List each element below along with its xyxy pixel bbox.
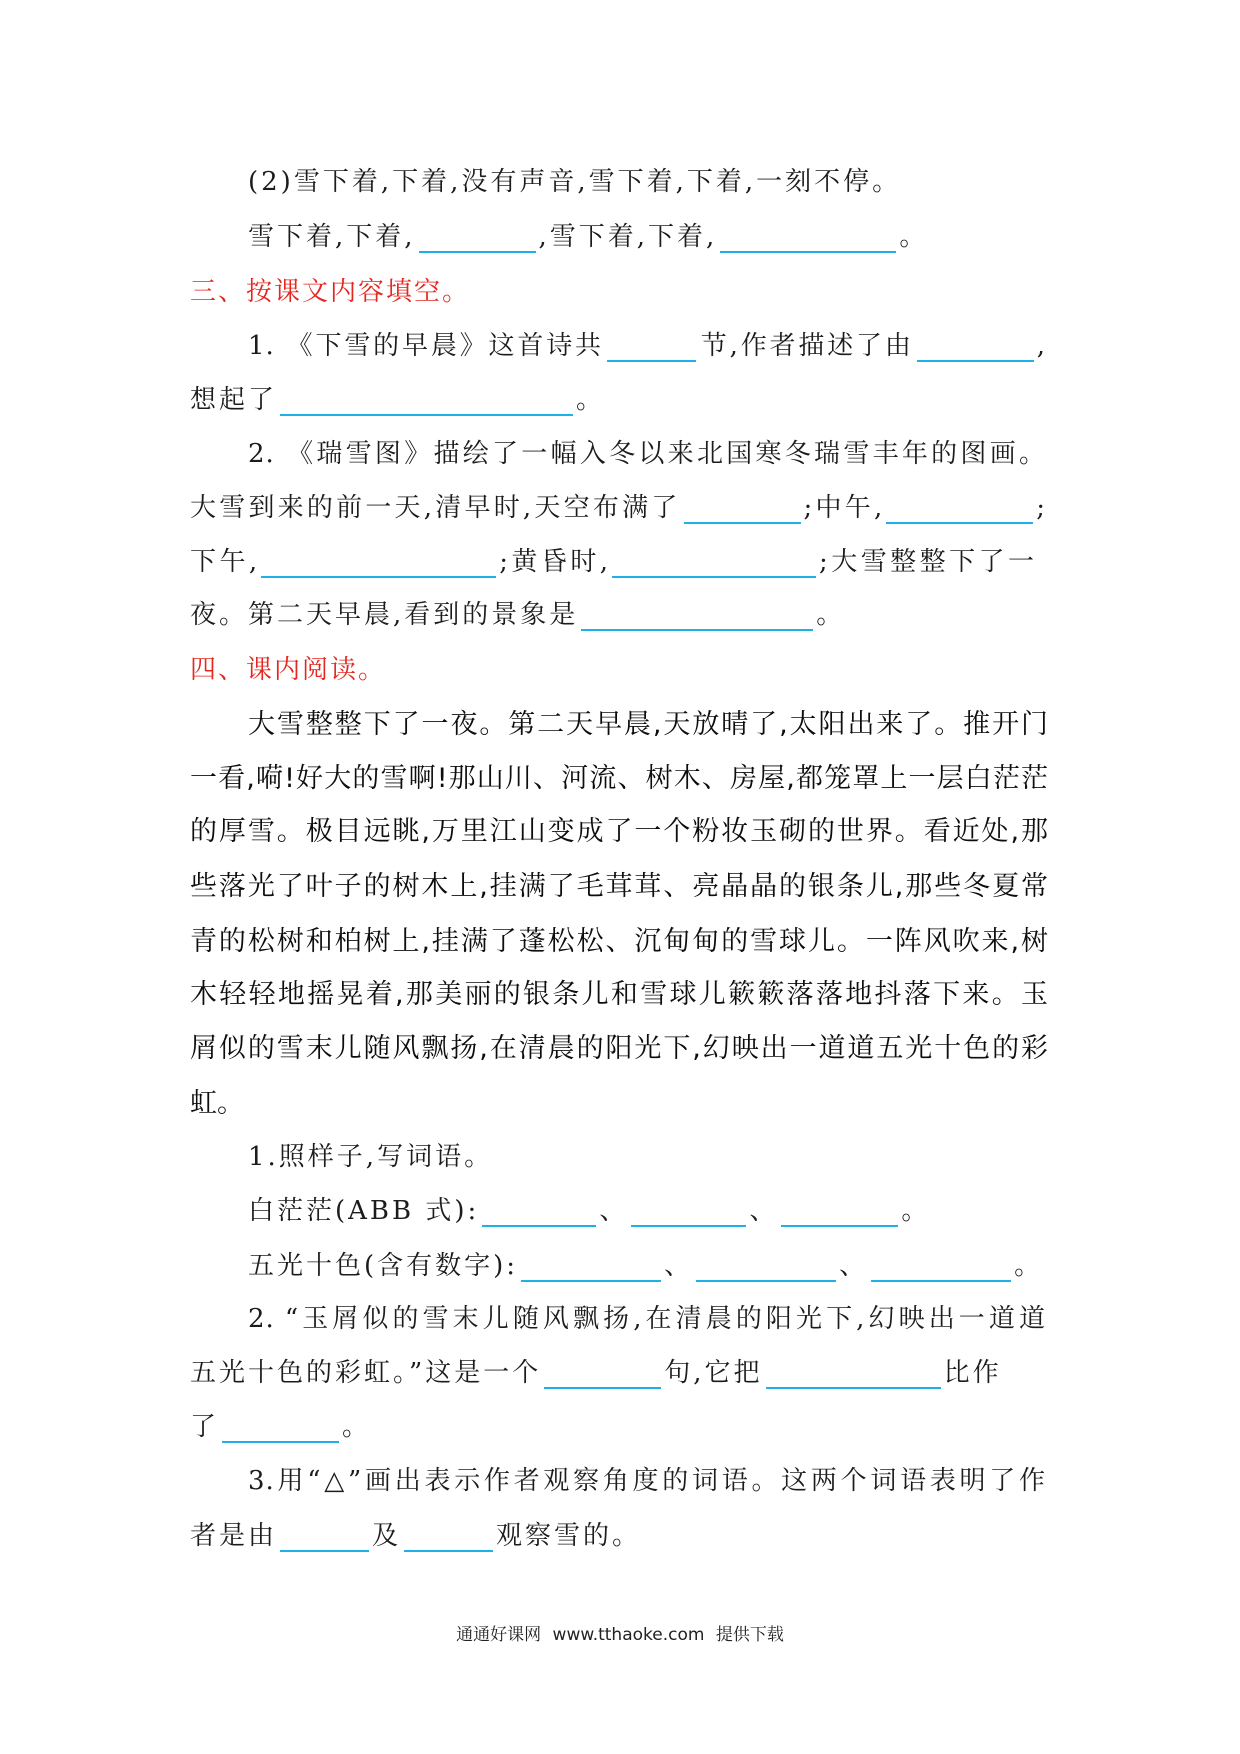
answer-blank [607, 336, 696, 362]
section-4-q3-line-1: 3.用“△”画出表示作者观察角度的词语。这两个词语表明了作 [248, 1466, 1046, 1496]
passage-line: 大雪整整下了一夜。第二天早晨,天放晴了,太阳出来了。推开门 [248, 709, 1048, 740]
section-4-q1-abb-line [248, 1191, 930, 1231]
passage-line: 屑似的雪末儿随风飘扬,在清晨的阳光下,幻映出一道道五光十色的彩 [190, 1033, 1048, 1064]
question-text: 五光十色的彩虹。”这是一个 [190, 1358, 542, 1388]
rewrite-start-text: 雪下着,下着, [248, 222, 416, 252]
question-text: , [1036, 331, 1046, 361]
page-footer: 通通好课网 www.tthaoke.com 提供下载 [456, 1625, 784, 1645]
answer-blank [280, 1526, 369, 1552]
question-number: 1. [248, 331, 275, 361]
passage-line: 虹。 [190, 1088, 244, 1119]
answer-blank [720, 227, 896, 253]
question-text: 及 [372, 1521, 402, 1551]
separator: 、 [599, 1196, 629, 1226]
question-text: 《下雪的早晨》这首诗共 [284, 331, 604, 361]
passage-line: 木轻轻地摇晃着,那美丽的银条儿和雪球儿簌簌落落地抖落下来。玉 [190, 979, 1048, 1010]
section-4-q1-prompt: 1.照样子,写词语。 [248, 1142, 494, 1172]
separator: 、 [749, 1196, 779, 1226]
section-4-q1-number-line [248, 1246, 1043, 1286]
answer-blank [696, 1256, 836, 1282]
question-text: ;中午, [803, 493, 884, 523]
section-3-q2-line-1 [248, 434, 1046, 474]
section-3-q1-line-1 [248, 326, 1046, 366]
question-text: 节,作者描述了由 [698, 331, 914, 361]
abb-label: 白茫茫(ABB 式): [248, 1196, 480, 1226]
answer-blank [222, 1417, 339, 1443]
answer-blank [612, 552, 816, 578]
question-text: 句,它把 [664, 1358, 763, 1388]
section-4-q2-line-2 [190, 1353, 1002, 1393]
separator: 、 [664, 1251, 694, 1281]
question-number: 2. [248, 1304, 275, 1334]
question-text: 。 [576, 385, 606, 415]
answer-blank [631, 1201, 746, 1227]
answer-blank [781, 1201, 898, 1227]
rewrite-line [248, 217, 928, 257]
separator: 、 [839, 1251, 869, 1281]
question-text: 。 [816, 600, 846, 630]
passage-line: 些落光了叶子的树木上,挂满了毛茸茸、亮晶晶的银条儿,那些冬夏常 [190, 871, 1048, 902]
answer-blank [871, 1256, 1011, 1282]
answer-blank [404, 1526, 493, 1552]
answer-blank [581, 605, 813, 631]
question-text: 《瑞雪图》描绘了一幅入冬以来北国寒冬瑞雪丰年的图画。 [284, 439, 1046, 469]
line-end: 。 [901, 1196, 931, 1226]
question-text: ;大雪整整下了一 [819, 547, 1036, 577]
question-text: 想起了 [190, 385, 278, 415]
answer-blank [280, 390, 573, 416]
question-text: 观察雪的。 [496, 1521, 642, 1551]
section-3-heading: 三、按课文内容填空。 [190, 277, 471, 307]
line-end: 。 [1014, 1251, 1044, 1281]
answer-blank [261, 552, 496, 578]
answer-blank [544, 1363, 661, 1389]
answer-blank [766, 1363, 941, 1389]
passage-line: 一看,嗬!好大的雪啊!那山川、河流、树木、房屋,都笼罩上一层白茫茫 [190, 763, 1048, 794]
passage-line: 青的松树和柏树上,挂满了蓬松松、沉甸甸的雪球儿。一阵风吹来,树 [190, 926, 1048, 957]
section-3-q2-line-4 [190, 595, 845, 635]
answer-blank [419, 227, 536, 253]
section-4-q2-line-1 [248, 1299, 1046, 1339]
section-4-q3-line-2 [190, 1516, 641, 1556]
section-3-q2-line-3 [190, 542, 1035, 582]
question-text: 大雪到来的前一天,清早时,天空布满了 [190, 493, 681, 523]
question-text: 夜。第二天早晨,看到的景象是 [190, 600, 579, 630]
section-4-q2-line-3 [190, 1407, 371, 1447]
question-text: 。 [342, 1412, 372, 1442]
question-number: 2. [248, 439, 275, 469]
answer-blank [917, 336, 1034, 362]
answer-blank [886, 498, 1033, 524]
section-3-q1-line-2 [190, 380, 605, 420]
passage-line: 的厚雪。极目远眺,万里江山变成了一个粉妆玉砌的世界。看近处,那 [190, 816, 1048, 847]
section-4-heading: 四、课内阅读。 [190, 655, 387, 685]
question-text: “玉屑似的雪末儿随风飘扬,在清晨的阳光下,幻映出一道道 [284, 1304, 1046, 1334]
rewrite-end-text: 。 [899, 222, 929, 252]
exercise-sentence: (2)雪下着,下着,没有声音,雪下着,下着,一刻不停。 [248, 167, 902, 197]
question-text: 下午, [190, 547, 259, 577]
answer-blank [521, 1256, 661, 1282]
answer-blank [482, 1201, 596, 1227]
section-3-q2-line-2 [190, 488, 1046, 528]
question-text: ;黄昏时, [499, 547, 610, 577]
question-text: 者是由 [190, 1521, 278, 1551]
answer-blank [684, 498, 801, 524]
question-text: ; [1036, 493, 1047, 523]
question-text: 比作 [943, 1358, 1002, 1388]
number-words-label: 五光十色(含有数字): [248, 1251, 519, 1281]
rewrite-middle-text: ,雪下着,下着, [538, 222, 718, 252]
question-text: 了 [190, 1412, 220, 1442]
